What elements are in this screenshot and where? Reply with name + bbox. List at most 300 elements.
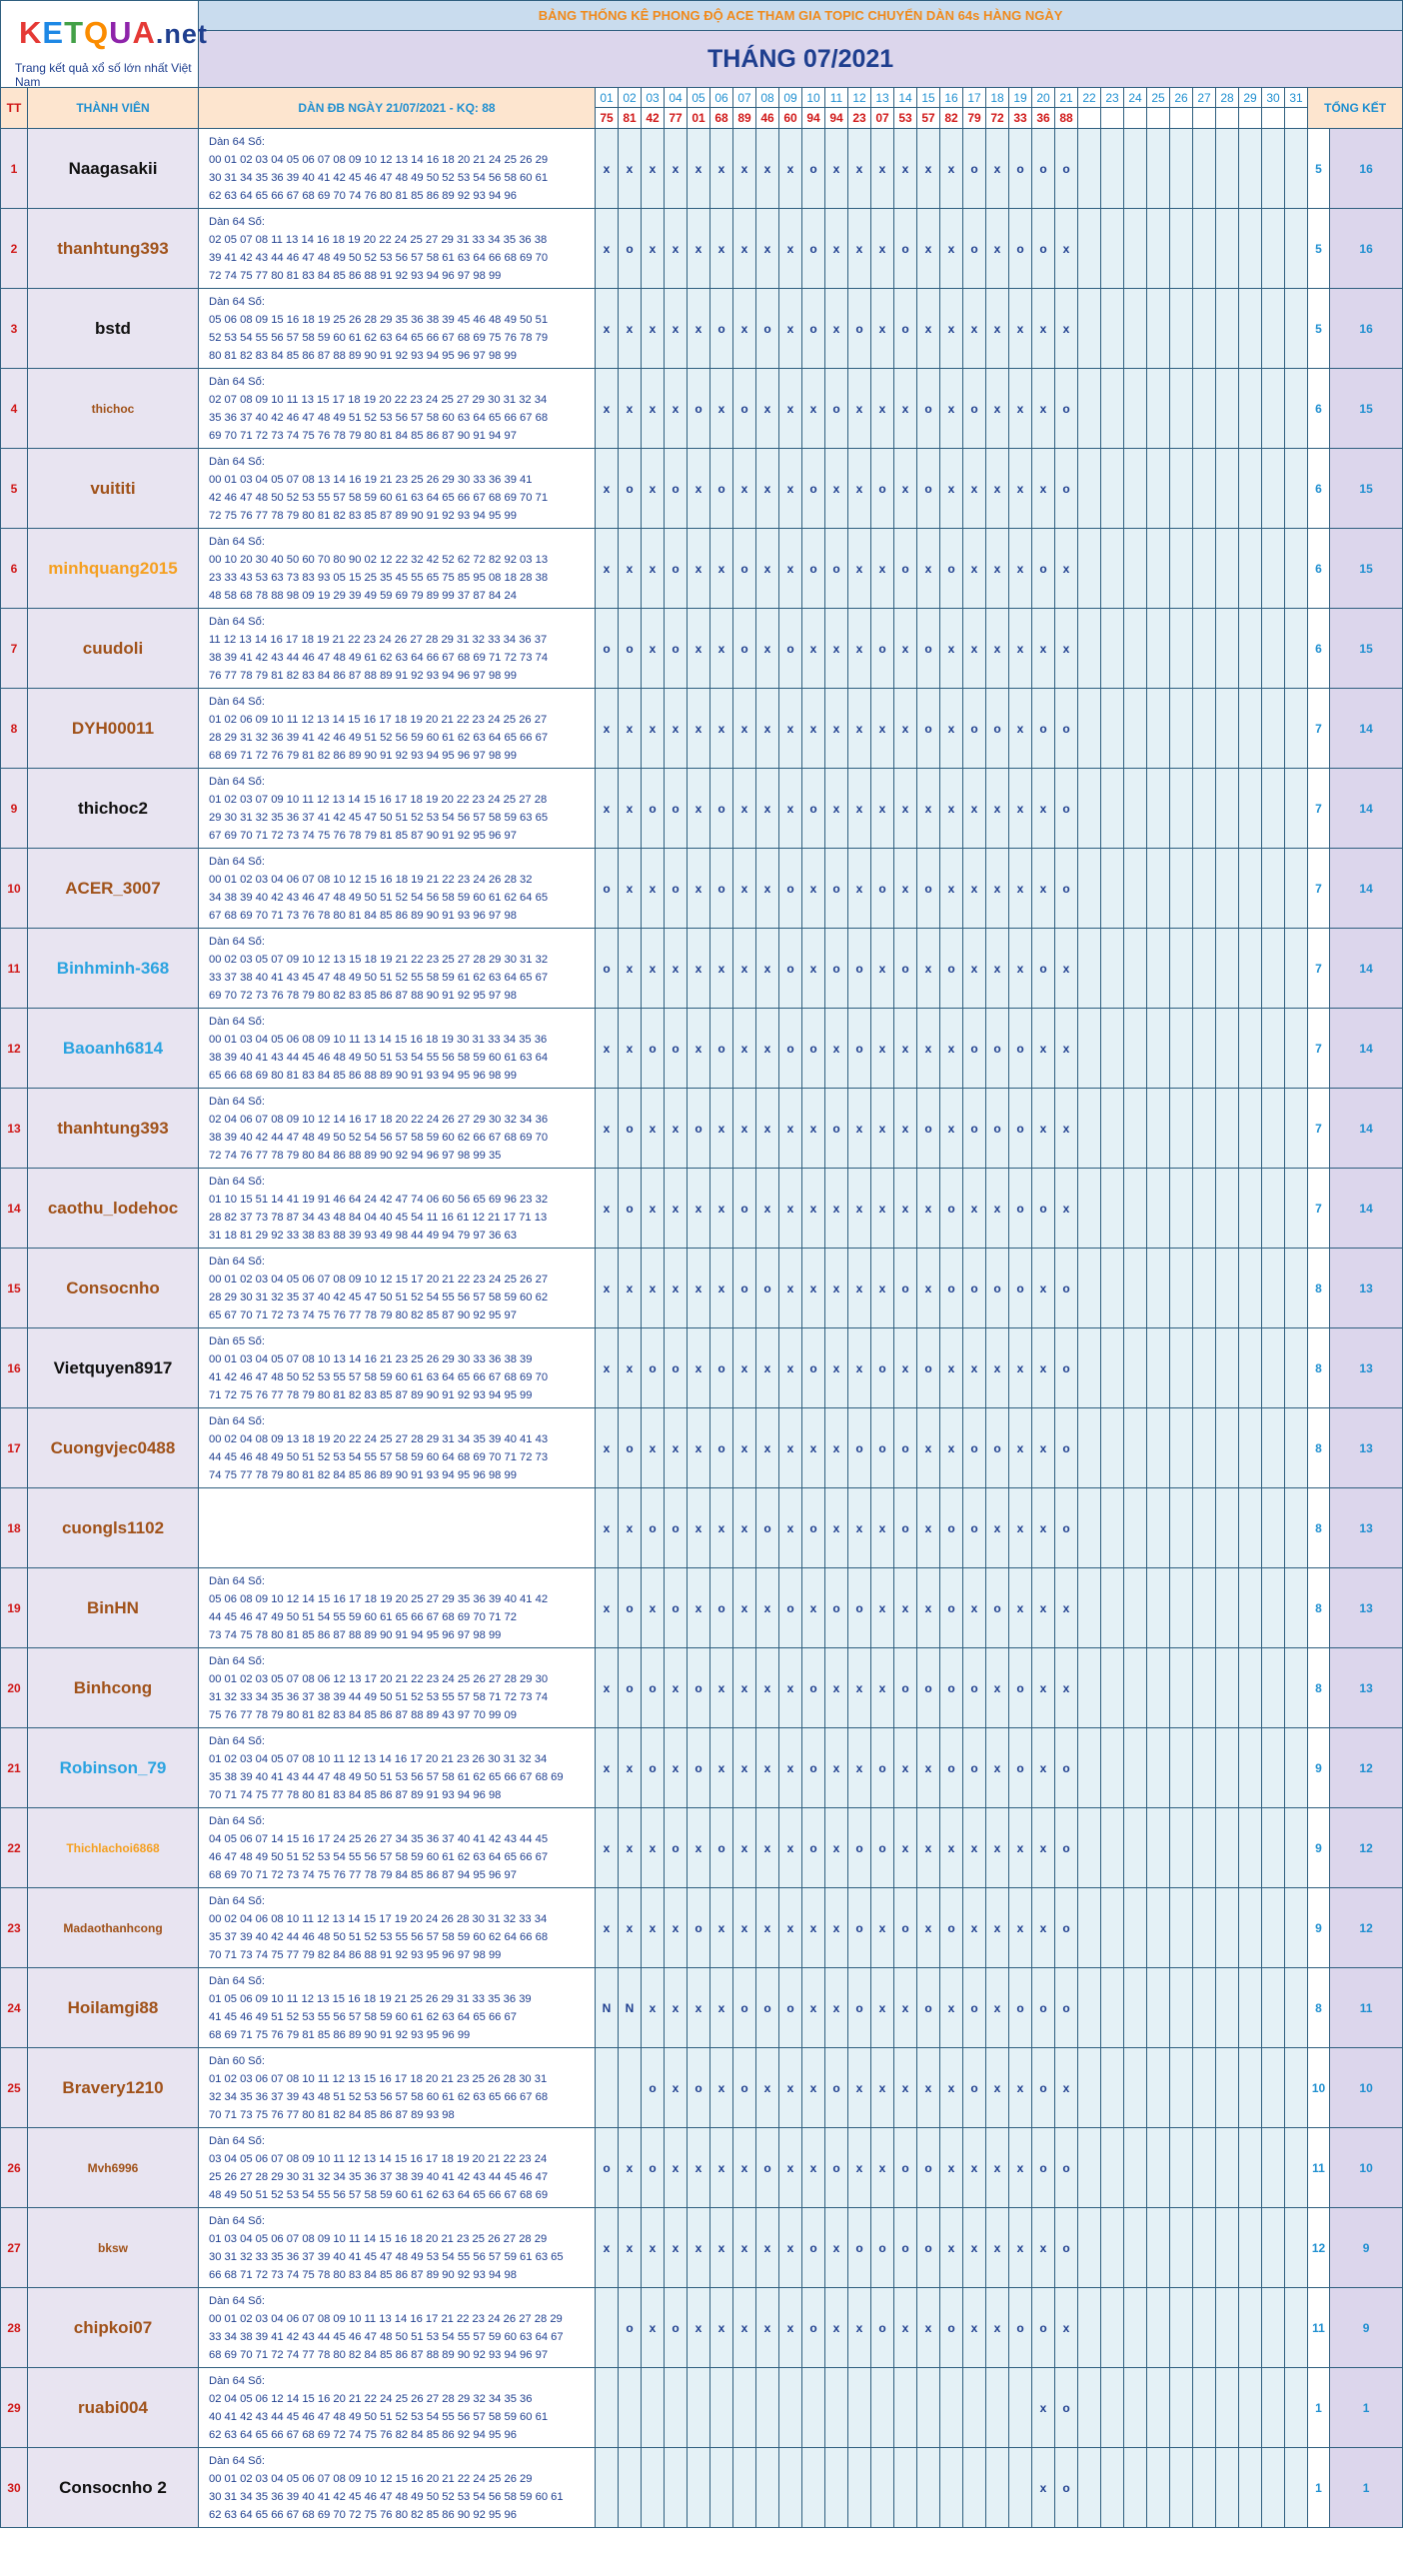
day-mark: x bbox=[710, 2048, 733, 2128]
day-mark: o bbox=[802, 769, 825, 849]
day-mark: x bbox=[963, 1568, 986, 1648]
day-mark: o bbox=[779, 1968, 802, 2048]
day-mark: o bbox=[917, 1968, 940, 2048]
member-row bbox=[1, 369, 1403, 449]
day-mark: x bbox=[940, 129, 963, 209]
day-mark: o bbox=[733, 369, 756, 449]
dan-line: 52 53 54 55 56 57 58 59 60 61 62 63 64 65 66 67 68 69 75 76 78 79 bbox=[209, 331, 549, 344]
day-mark: o bbox=[802, 2208, 825, 2288]
day-mark: o bbox=[963, 1648, 986, 1728]
dan-line: 30 31 32 33 35 36 37 39 40 41 45 47 48 49 53 54 55 56 57 59 61 63 65 bbox=[209, 2250, 564, 2263]
day-mark: x bbox=[848, 1249, 871, 1328]
member-row bbox=[1, 129, 1403, 209]
day-mark: x bbox=[756, 1648, 779, 1728]
day-mark bbox=[1239, 129, 1262, 209]
day-mark: x bbox=[825, 1408, 848, 1488]
day-header: 03 bbox=[642, 88, 665, 108]
day-mark: x bbox=[963, 1169, 986, 1249]
day-mark: o bbox=[642, 2128, 665, 2208]
miss-count: 5 bbox=[1308, 129, 1330, 209]
dan-numbers bbox=[199, 289, 596, 369]
member-name: chipkoi07 bbox=[28, 2288, 199, 2368]
day-mark: o bbox=[871, 849, 894, 929]
day-mark: o bbox=[642, 1009, 665, 1089]
day-mark bbox=[1147, 2288, 1170, 2368]
dan-title: Dàn 64 Số: bbox=[209, 135, 265, 148]
day-mark bbox=[1147, 129, 1170, 209]
day-mark: x bbox=[733, 2128, 756, 2208]
dan-title: Dàn 64 Số: bbox=[209, 215, 265, 228]
day-mark: x bbox=[756, 849, 779, 929]
day-mark: x bbox=[688, 1169, 710, 1249]
day-mark: x bbox=[802, 1408, 825, 1488]
day-mark: x bbox=[848, 609, 871, 689]
day-mark: x bbox=[1009, 369, 1032, 449]
day-mark bbox=[1124, 1009, 1147, 1089]
day-header: 31 bbox=[1285, 88, 1308, 108]
dan-line: 42 46 47 48 50 52 53 55 57 58 59 60 61 63 64 65 66 67 68 69 70 71 bbox=[209, 491, 549, 504]
day-mark: x bbox=[1009, 1568, 1032, 1648]
day-mark bbox=[1147, 1728, 1170, 1808]
day-mark bbox=[1124, 1728, 1147, 1808]
dan-numbers bbox=[199, 1808, 596, 1888]
day-mark bbox=[1193, 2368, 1216, 2448]
day-result: 68 bbox=[710, 108, 733, 129]
day-mark: x bbox=[825, 609, 848, 689]
day-mark bbox=[1101, 1568, 1124, 1648]
day-mark bbox=[1078, 1408, 1101, 1488]
dan-line: 00 01 02 03 04 05 06 07 08 09 10 12 15 16 20 21 22 24 25 26 29 bbox=[209, 2472, 533, 2485]
miss-count: 8 bbox=[1308, 1249, 1330, 1328]
day-mark bbox=[1216, 529, 1239, 609]
day-mark bbox=[1285, 2048, 1308, 2128]
day-mark bbox=[596, 2288, 619, 2368]
dan-line: 65 66 68 69 80 81 83 84 85 86 88 89 90 91 93 94 95 96 98 99 bbox=[209, 1069, 517, 1082]
day-mark: o bbox=[848, 1009, 871, 1089]
day-mark: x bbox=[619, 1808, 642, 1888]
day-mark bbox=[1262, 1568, 1285, 1648]
day-mark bbox=[665, 2368, 688, 2448]
day-mark bbox=[1285, 1169, 1308, 1249]
total-score: 14 bbox=[1330, 1009, 1403, 1089]
day-mark: x bbox=[688, 2128, 710, 2208]
day-mark: o bbox=[963, 1968, 986, 2048]
day-mark bbox=[710, 2448, 733, 2528]
member-row bbox=[1, 1328, 1403, 1408]
day-mark: x bbox=[986, 129, 1009, 209]
day-mark: x bbox=[688, 129, 710, 209]
day-mark: x bbox=[1032, 1888, 1055, 1968]
dan-title: Dàn 64 Số: bbox=[209, 935, 265, 948]
day-mark bbox=[1101, 1808, 1124, 1888]
day-mark: x bbox=[894, 1968, 917, 2048]
day-mark bbox=[1193, 1408, 1216, 1488]
dan-line: 25 26 27 28 29 30 31 32 34 35 36 37 38 39 40 41 42 43 44 45 46 47 bbox=[209, 2170, 549, 2183]
day-mark: o bbox=[665, 1009, 688, 1089]
day-header: 21 bbox=[1055, 88, 1078, 108]
day-mark bbox=[1147, 1089, 1170, 1169]
dan-line: 35 37 39 40 42 44 46 48 50 51 52 53 55 56 57 58 59 60 62 64 66 68 bbox=[209, 1930, 549, 1943]
day-mark: x bbox=[665, 369, 688, 449]
day-mark bbox=[1285, 2128, 1308, 2208]
day-mark bbox=[1262, 2368, 1285, 2448]
day-mark: x bbox=[848, 769, 871, 849]
day-mark bbox=[1216, 1728, 1239, 1808]
month-title: THÁNG 07/2021 bbox=[199, 31, 1403, 88]
day-mark bbox=[1147, 849, 1170, 929]
day-header: 07 bbox=[733, 88, 756, 108]
day-mark bbox=[1078, 609, 1101, 689]
row-number: 11 bbox=[1, 929, 28, 1009]
row-number: 26 bbox=[1, 2128, 28, 2208]
day-header: 09 bbox=[779, 88, 802, 108]
day-mark: x bbox=[986, 449, 1009, 529]
day-mark: x bbox=[1055, 209, 1078, 289]
day-mark: o bbox=[1055, 1808, 1078, 1888]
miss-count: 7 bbox=[1308, 769, 1330, 849]
day-mark: o bbox=[1009, 1648, 1032, 1728]
day-mark: x bbox=[940, 769, 963, 849]
day-mark bbox=[1124, 449, 1147, 529]
day-mark bbox=[963, 2368, 986, 2448]
day-mark: x bbox=[1055, 1648, 1078, 1728]
day-mark bbox=[619, 2368, 642, 2448]
total-score: 16 bbox=[1330, 289, 1403, 369]
day-mark bbox=[1216, 929, 1239, 1009]
day-mark: x bbox=[871, 689, 894, 769]
day-mark: o bbox=[825, 1089, 848, 1169]
day-mark: o bbox=[963, 1408, 986, 1488]
day-mark: o bbox=[710, 1568, 733, 1648]
day-mark: x bbox=[665, 1089, 688, 1169]
day-result: 79 bbox=[963, 108, 986, 129]
day-mark: o bbox=[619, 1169, 642, 1249]
day-mark: x bbox=[642, 529, 665, 609]
member-row bbox=[1, 2448, 1403, 2528]
day-mark: x bbox=[756, 1169, 779, 1249]
day-mark bbox=[1101, 2448, 1124, 2528]
total-score: 15 bbox=[1330, 529, 1403, 609]
day-mark: o bbox=[619, 1089, 642, 1169]
total-score: 13 bbox=[1330, 1249, 1403, 1328]
day-mark bbox=[1101, 1009, 1124, 1089]
day-mark: x bbox=[848, 1648, 871, 1728]
day-mark: x bbox=[619, 129, 642, 209]
day-mark bbox=[1124, 1328, 1147, 1408]
day-mark: x bbox=[1009, 449, 1032, 529]
day-mark: x bbox=[665, 2128, 688, 2208]
day-mark: x bbox=[596, 1488, 619, 1568]
day-mark bbox=[1078, 929, 1101, 1009]
day-mark: x bbox=[1055, 2288, 1078, 2368]
dan-numbers bbox=[199, 849, 596, 929]
day-mark bbox=[1101, 849, 1124, 929]
dan-line: 72 74 75 77 80 81 83 84 85 86 88 91 92 93 94 96 97 98 99 bbox=[209, 269, 502, 282]
day-mark: x bbox=[940, 289, 963, 369]
day-mark: x bbox=[710, 2288, 733, 2368]
day-mark: x bbox=[894, 1328, 917, 1408]
day-mark bbox=[802, 2368, 825, 2448]
day-mark: x bbox=[710, 1888, 733, 1968]
day-mark: o bbox=[710, 849, 733, 929]
day-mark: o bbox=[1032, 129, 1055, 209]
day-mark: x bbox=[779, 2288, 802, 2368]
day-mark: x bbox=[917, 929, 940, 1009]
day-mark bbox=[619, 2048, 642, 2128]
dan-numbers bbox=[199, 1249, 596, 1328]
day-mark bbox=[1124, 2048, 1147, 2128]
day-mark: o bbox=[710, 289, 733, 369]
day-mark bbox=[1262, 2128, 1285, 2208]
day-mark: x bbox=[688, 1249, 710, 1328]
day-mark: x bbox=[710, 929, 733, 1009]
total-score: 14 bbox=[1330, 769, 1403, 849]
day-mark bbox=[1170, 2368, 1193, 2448]
day-mark bbox=[1124, 209, 1147, 289]
day-mark: x bbox=[756, 449, 779, 529]
day-mark bbox=[1124, 289, 1147, 369]
header-total: TỔNG KẾT bbox=[1308, 88, 1403, 129]
day-mark bbox=[1124, 2368, 1147, 2448]
day-mark bbox=[1262, 1009, 1285, 1089]
day-mark: o bbox=[848, 289, 871, 369]
day-mark: x bbox=[710, 209, 733, 289]
day-mark: o bbox=[848, 1408, 871, 1488]
day-mark bbox=[1078, 2128, 1101, 2208]
day-mark bbox=[1285, 2208, 1308, 2288]
day-mark: x bbox=[642, 1968, 665, 2048]
day-mark bbox=[1285, 2368, 1308, 2448]
miss-count: 9 bbox=[1308, 1888, 1330, 1968]
day-mark bbox=[1285, 1249, 1308, 1328]
day-mark: x bbox=[756, 1328, 779, 1408]
day-mark bbox=[1239, 369, 1262, 449]
total-score: 9 bbox=[1330, 2208, 1403, 2288]
day-mark bbox=[1262, 1808, 1285, 1888]
day-mark: x bbox=[710, 689, 733, 769]
day-header: 23 bbox=[1101, 88, 1124, 108]
day-mark: x bbox=[688, 449, 710, 529]
day-mark: o bbox=[802, 1648, 825, 1728]
day-mark: x bbox=[665, 209, 688, 289]
day-mark bbox=[1170, 1648, 1193, 1728]
day-mark bbox=[1216, 209, 1239, 289]
member-row bbox=[1, 1648, 1403, 1728]
day-mark bbox=[1216, 369, 1239, 449]
row-number: 15 bbox=[1, 1249, 28, 1328]
day-mark bbox=[1216, 1249, 1239, 1328]
dan-line: 31 18 81 29 92 33 38 83 88 39 93 49 98 44 49 94 79 97 36 63 bbox=[209, 1229, 517, 1242]
miss-count: 7 bbox=[1308, 1089, 1330, 1169]
day-mark: o bbox=[1055, 2208, 1078, 2288]
day-mark: o bbox=[1032, 689, 1055, 769]
day-mark: o bbox=[619, 609, 642, 689]
day-mark: x bbox=[894, 1089, 917, 1169]
dan-line: 00 01 02 03 04 05 06 07 08 09 10 12 13 14 16 18 20 21 24 25 26 29 bbox=[209, 153, 549, 166]
day-mark: x bbox=[802, 1568, 825, 1648]
day-mark: x bbox=[871, 929, 894, 1009]
day-mark: o bbox=[917, 609, 940, 689]
day-mark: o bbox=[688, 1089, 710, 1169]
day-mark bbox=[1147, 2368, 1170, 2448]
day-header: 29 bbox=[1239, 88, 1262, 108]
day-mark: o bbox=[665, 2288, 688, 2368]
day-mark: x bbox=[688, 929, 710, 1009]
day-mark: x bbox=[1009, 849, 1032, 929]
day-mark: o bbox=[894, 1648, 917, 1728]
total-score: 12 bbox=[1330, 1808, 1403, 1888]
day-mark bbox=[1101, 2048, 1124, 2128]
day-mark: x bbox=[917, 1728, 940, 1808]
dan-numbers bbox=[199, 2448, 596, 2528]
day-mark: o bbox=[596, 2128, 619, 2208]
day-mark: x bbox=[986, 2288, 1009, 2368]
day-mark bbox=[1124, 1648, 1147, 1728]
total-score: 10 bbox=[1330, 2048, 1403, 2128]
day-mark: x bbox=[642, 129, 665, 209]
day-mark: x bbox=[825, 1888, 848, 1968]
day-mark bbox=[1170, 1328, 1193, 1408]
day-mark: o bbox=[1009, 1249, 1032, 1328]
dan-numbers bbox=[199, 1648, 596, 1728]
day-mark bbox=[1170, 129, 1193, 209]
dan-numbers bbox=[199, 1408, 596, 1488]
day-header: 16 bbox=[940, 88, 963, 108]
dan-line: 41 45 46 49 51 52 53 55 56 57 58 59 60 61 62 63 64 65 66 67 bbox=[209, 2010, 517, 2023]
member-name: Hoilamgi88 bbox=[28, 1968, 199, 2048]
day-header: 25 bbox=[1147, 88, 1170, 108]
day-mark bbox=[1078, 1328, 1101, 1408]
day-mark: x bbox=[986, 1328, 1009, 1408]
day-mark bbox=[779, 2368, 802, 2448]
day-mark bbox=[1078, 369, 1101, 449]
dan-line: 00 01 03 04 05 06 08 09 10 11 13 14 15 16 18 19 30 31 33 34 35 36 bbox=[209, 1033, 548, 1046]
dan-numbers bbox=[199, 1888, 596, 1968]
day-mark bbox=[1193, 1648, 1216, 1728]
day-mark: o bbox=[596, 849, 619, 929]
total-score: 15 bbox=[1330, 449, 1403, 529]
day-mark bbox=[1170, 2448, 1193, 2528]
day-mark bbox=[1262, 209, 1285, 289]
dan-numbers bbox=[199, 449, 596, 529]
day-mark bbox=[1078, 1249, 1101, 1328]
day-mark: x bbox=[871, 1968, 894, 2048]
day-mark: o bbox=[710, 1328, 733, 1408]
day-mark: N bbox=[619, 1968, 642, 2048]
day-mark: o bbox=[710, 449, 733, 529]
day-header: 20 bbox=[1032, 88, 1055, 108]
day-mark: x bbox=[756, 2208, 779, 2288]
day-mark: x bbox=[1032, 2208, 1055, 2288]
day-mark: x bbox=[710, 1488, 733, 1568]
day-mark: x bbox=[848, 1089, 871, 1169]
day-mark bbox=[710, 2368, 733, 2448]
day-header: 22 bbox=[1078, 88, 1101, 108]
row-number: 29 bbox=[1, 2368, 28, 2448]
member-name: cuongls1102 bbox=[28, 1488, 199, 1568]
day-mark: o bbox=[848, 1968, 871, 2048]
day-mark: x bbox=[802, 2128, 825, 2208]
dan-title: Dàn 64 Số: bbox=[209, 375, 265, 388]
day-mark bbox=[1078, 2288, 1101, 2368]
day-mark bbox=[1216, 1009, 1239, 1089]
day-mark: o bbox=[917, 1328, 940, 1408]
dan-line: 39 41 42 43 44 46 47 48 49 50 52 53 56 57 58 61 63 64 66 68 69 70 bbox=[209, 251, 549, 264]
day-mark bbox=[1239, 2128, 1262, 2208]
day-mark: x bbox=[779, 209, 802, 289]
day-mark: x bbox=[1032, 609, 1055, 689]
day-mark: x bbox=[619, 1488, 642, 1568]
dan-line: 28 29 31 32 36 39 41 42 46 49 51 52 56 59 60 61 62 63 64 65 66 67 bbox=[209, 731, 549, 744]
day-mark: o bbox=[963, 1009, 986, 1089]
miss-count: 7 bbox=[1308, 1169, 1330, 1249]
day-mark bbox=[1147, 1009, 1170, 1089]
day-mark bbox=[1216, 609, 1239, 689]
day-mark bbox=[1285, 289, 1308, 369]
day-mark bbox=[1262, 449, 1285, 529]
day-mark bbox=[1285, 209, 1308, 289]
day-mark: x bbox=[871, 2048, 894, 2128]
day-mark: x bbox=[619, 289, 642, 369]
member-name: Cuongvjec0488 bbox=[28, 1408, 199, 1488]
member-name: thichoc2 bbox=[28, 769, 199, 849]
dan-title: Dàn 64 Số: bbox=[209, 1814, 265, 1827]
day-mark bbox=[1216, 289, 1239, 369]
day-mark: o bbox=[1055, 1249, 1078, 1328]
day-mark: x bbox=[917, 289, 940, 369]
dan-line: 62 63 64 65 66 67 68 69 70 74 76 80 81 85 86 89 92 93 94 96 bbox=[209, 189, 517, 202]
day-mark: x bbox=[825, 1249, 848, 1328]
row-number: 16 bbox=[1, 1328, 28, 1408]
day-mark: o bbox=[1055, 2368, 1078, 2448]
dan-line: 48 49 50 51 52 53 54 55 56 57 58 59 60 61 62 63 64 65 66 67 68 69 bbox=[209, 2188, 549, 2201]
dan-title: Dàn 64 Số: bbox=[209, 1175, 265, 1188]
day-mark bbox=[1216, 2368, 1239, 2448]
day-mark: x bbox=[779, 369, 802, 449]
day-mark: o bbox=[756, 2128, 779, 2208]
day-mark: o bbox=[733, 529, 756, 609]
day-mark: o bbox=[871, 1408, 894, 1488]
member-name: ruabi004 bbox=[28, 2368, 199, 2448]
day-mark bbox=[596, 2048, 619, 2128]
day-mark: x bbox=[642, 1249, 665, 1328]
day-mark bbox=[1124, 929, 1147, 1009]
day-mark: x bbox=[848, 529, 871, 609]
member-name: thanhtung393 bbox=[28, 209, 199, 289]
day-mark: x bbox=[665, 2048, 688, 2128]
row-number: 21 bbox=[1, 1728, 28, 1808]
day-result: 77 bbox=[665, 108, 688, 129]
day-mark: x bbox=[642, 289, 665, 369]
day-mark: o bbox=[894, 1249, 917, 1328]
day-mark: x bbox=[619, 2128, 642, 2208]
day-mark bbox=[1124, 369, 1147, 449]
day-mark bbox=[1239, 1648, 1262, 1728]
day-mark: o bbox=[1032, 209, 1055, 289]
day-mark: x bbox=[940, 369, 963, 449]
day-mark: x bbox=[1009, 929, 1032, 1009]
row-number: 14 bbox=[1, 1169, 28, 1249]
day-mark: x bbox=[848, 449, 871, 529]
day-mark bbox=[1078, 1648, 1101, 1728]
day-result: 94 bbox=[802, 108, 825, 129]
day-result bbox=[1147, 108, 1170, 129]
day-mark: x bbox=[848, 209, 871, 289]
day-mark: x bbox=[894, 369, 917, 449]
day-mark bbox=[1147, 1169, 1170, 1249]
day-mark bbox=[1239, 609, 1262, 689]
day-mark bbox=[1262, 1488, 1285, 1568]
